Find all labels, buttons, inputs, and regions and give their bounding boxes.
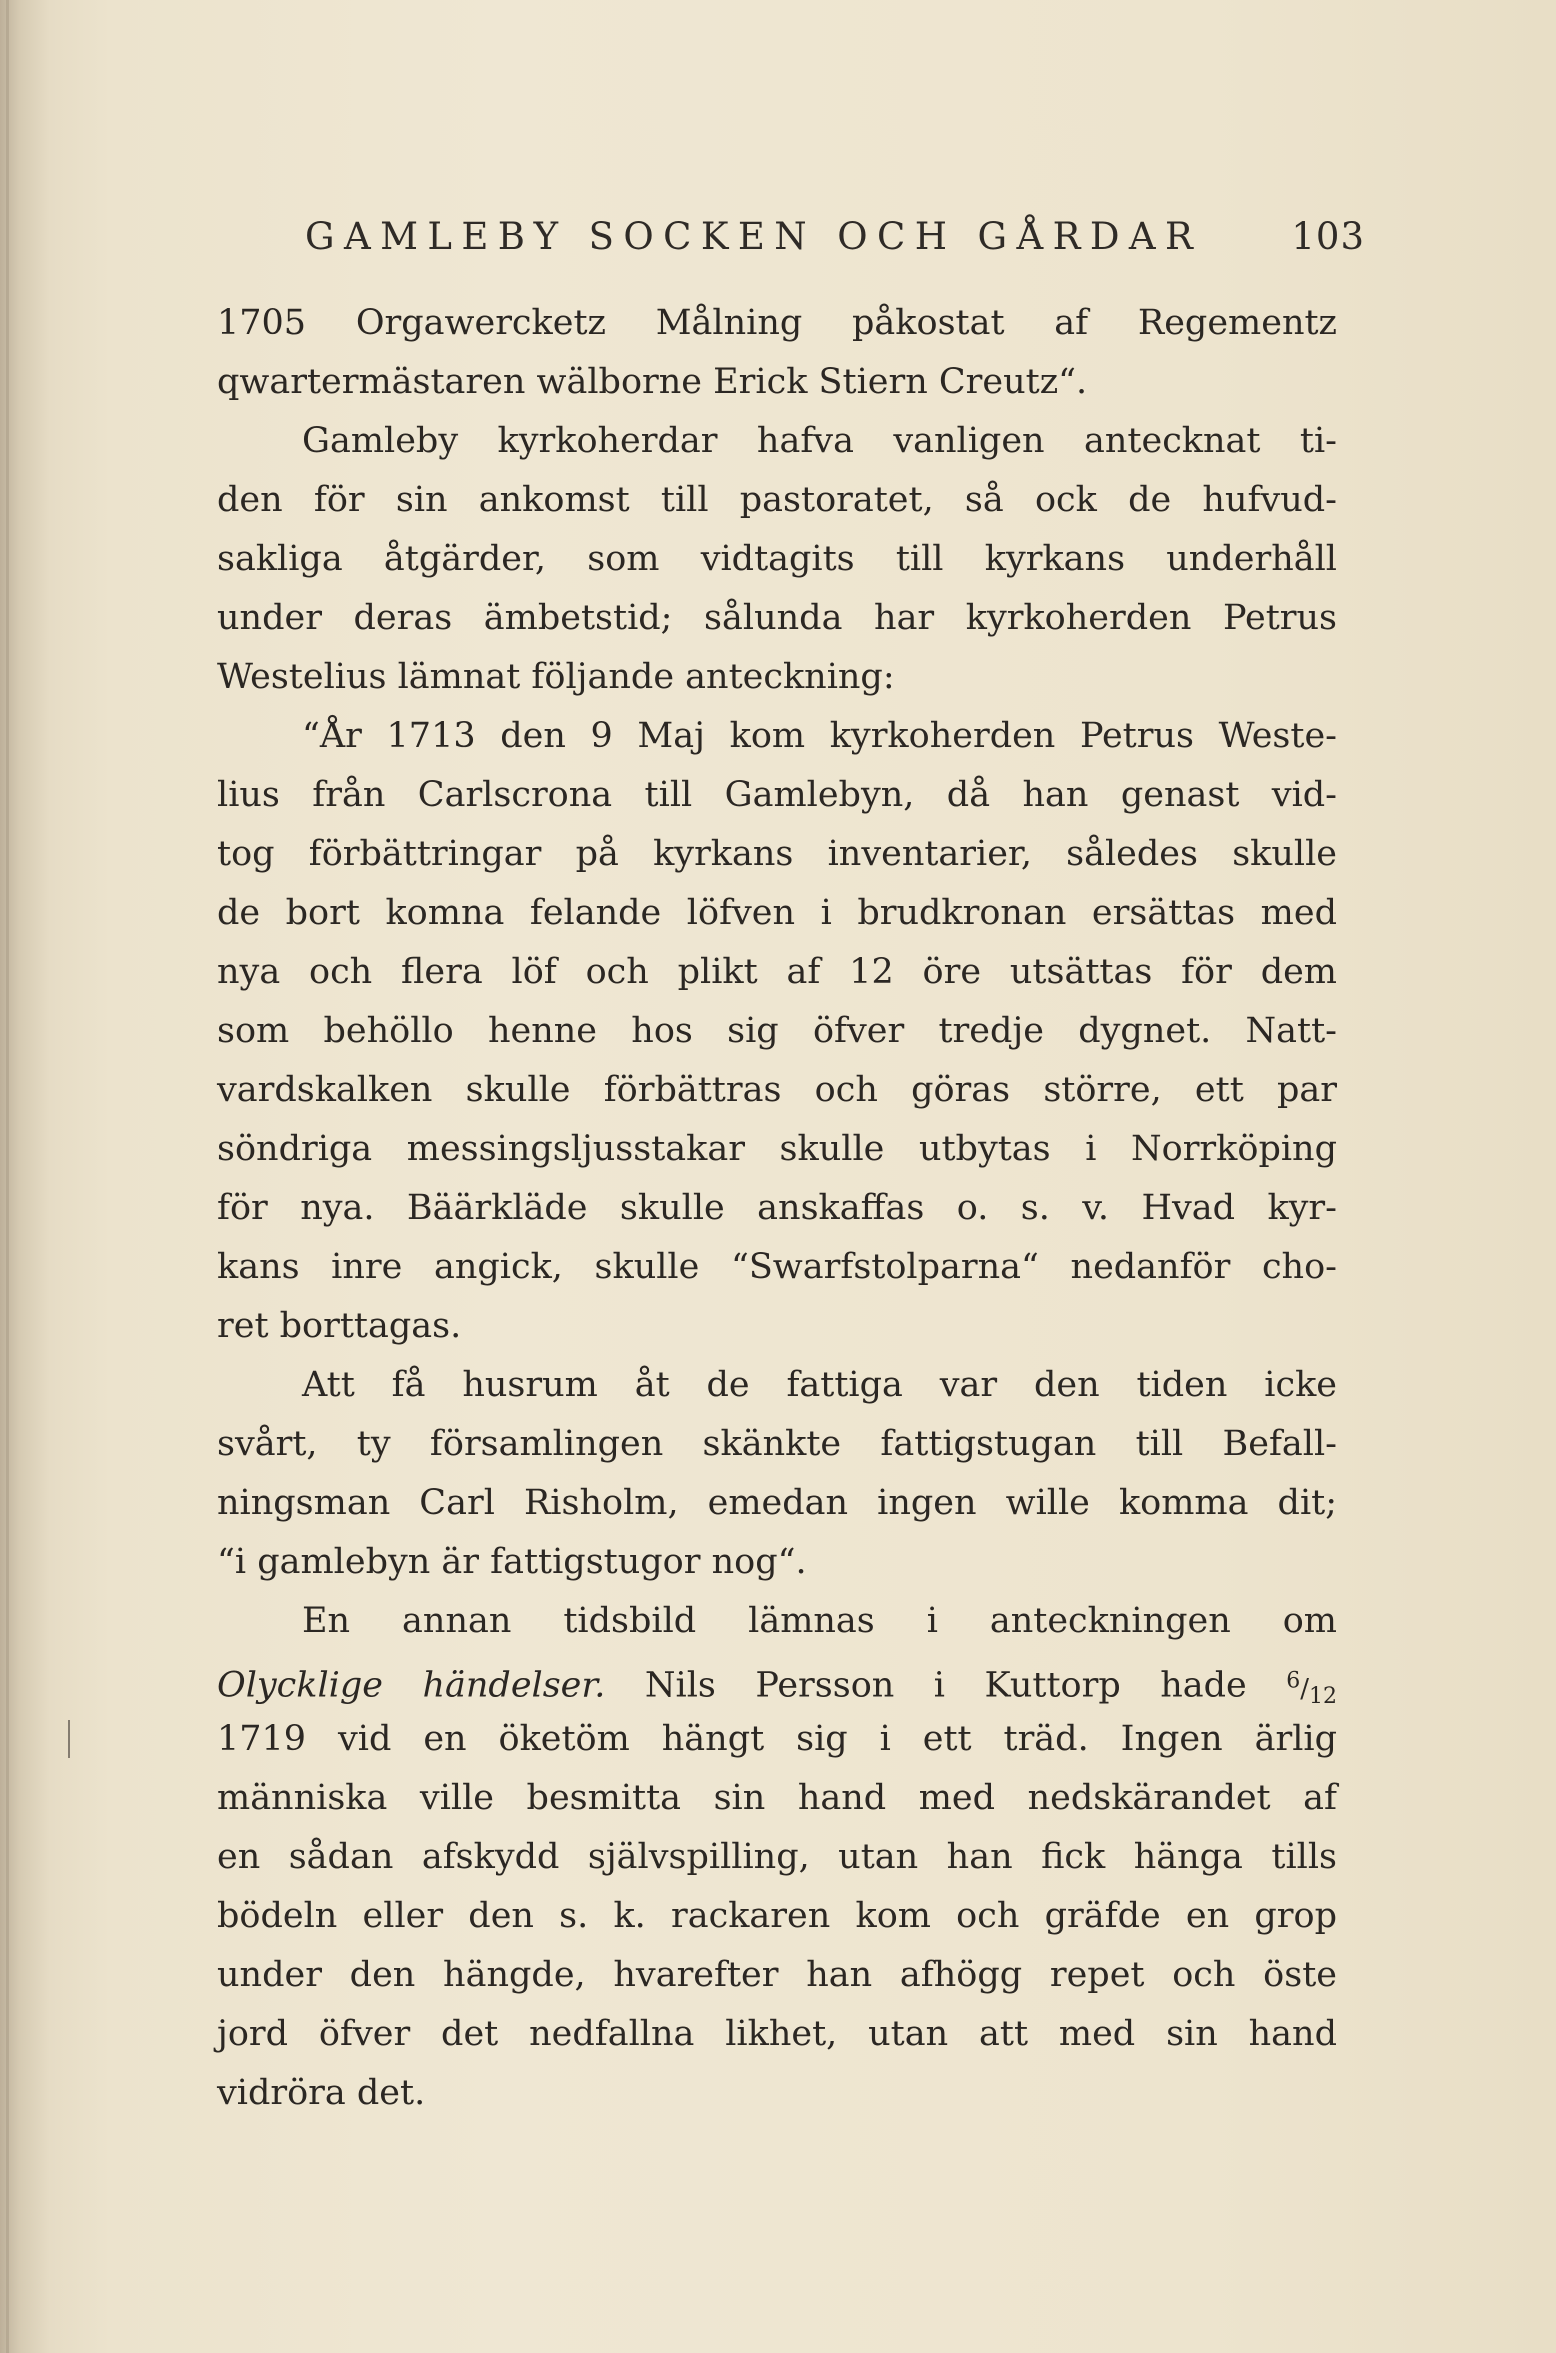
text-line: under den hängde, hvarefter han afhögg repet och öste [217,1955,1337,1995]
fraction-numerator: 6 [1286,1668,1301,1693]
text-line: qwartermästaren wälborne Erick Stiern Creutz“. [217,362,1088,402]
text-line: den för sin ankomst till pastoratet, så ock de hufvud- [217,480,1337,520]
text-line: vardskalken skulle förbättras och göras större, ett par [217,1070,1337,1110]
pencil-mark [68,1720,70,1758]
text-line: sakliga åtgärder, som vidtagits till kyrkans underhåll [217,539,1337,579]
text-line: Westelius lämnat följande anteckning: [217,657,895,697]
body-text [217,294,1337,2123]
text-line: jord öfver det nedfallna likhet, utan att med sin hand [217,2014,1337,2054]
text-line: under deras ämbetstid; sålunda har kyrkoherden Petrus [217,598,1337,638]
page-number: 103 [1291,215,1365,258]
text-line: tog förbättringar på kyrkans inventarier, således skulle [217,834,1337,874]
text-line: de bort komna felande löfven i brudkronan ersättas med [217,893,1337,933]
text-line: kans inre angick, skulle “Swarfstolparna“ nedanför cho- [217,1247,1337,1287]
text-line: ret borttagas. [217,1306,462,1346]
text-line-italic [217,1651,1337,1710]
text-line: 1719 vid en öketöm hängt sig i ett träd. Ingen ärlig [217,1719,1337,1759]
text-line: som behöllo henne hos sig öfver tredje dygnet. Natt- [217,1011,1337,1051]
text-line: för nya. Bäärkläde skulle anskaffas o. s. v. Hvad kyr- [217,1188,1337,1228]
text-line: bödeln eller den s. k. rackaren kom och gräfde en grop [217,1896,1337,1936]
text-line: Att få husrum åt de fattiga var den tiden icke [302,1365,1337,1405]
book-gutter [6,0,9,2353]
text-line: ningsman Carl Risholm, emedan ingen wille komma dit; [217,1483,1337,1523]
text-line: nya och flera löf och plikt af 12 öre utsättas för dem [217,952,1337,992]
page-header [305,215,1365,275]
text-line: vidröra det. [217,2073,426,2113]
running-title: GAMLEBY SOCKEN OCH GÅRDAR [305,215,1203,258]
text-line: söndriga messingsljusstakar skulle utbytas i Norrköping [217,1129,1337,1169]
fraction-denominator: 12 [1308,1683,1337,1709]
text-line: lius från Carlscrona till Gamlebyn, då han genast vid- [217,775,1337,815]
text-line: en sådan afskydd självspilling, utan han fick hänga tills [217,1837,1337,1877]
italic-heading: Olycklige händelser. [217,1665,606,1706]
text-line: svårt, ty församlingen skänkte fattigstugan till Befall- [217,1424,1337,1464]
text-line: 1705 Orgawercketz Målning påkostat af Regementz [217,303,1337,343]
text-fragment: Nils Persson i Kuttorp hade [605,1665,1287,1706]
text-line: En annan tidsbild lämnas i anteckningen om [302,1601,1337,1641]
text-line: Gamleby kyrkoherdar hafva vanligen antecknat ti- [302,421,1337,461]
text-line: människa ville besmitta sin hand med nedskärandet af [217,1778,1337,1818]
text-line: “i gamlebyn är fattigstugor nog“. [217,1542,807,1582]
text-line: “År 1713 den 9 Maj kom kyrkoherden Petrus Weste- [302,716,1337,756]
date-fraction: $^6/_{12}$ [1286,1668,1337,1709]
